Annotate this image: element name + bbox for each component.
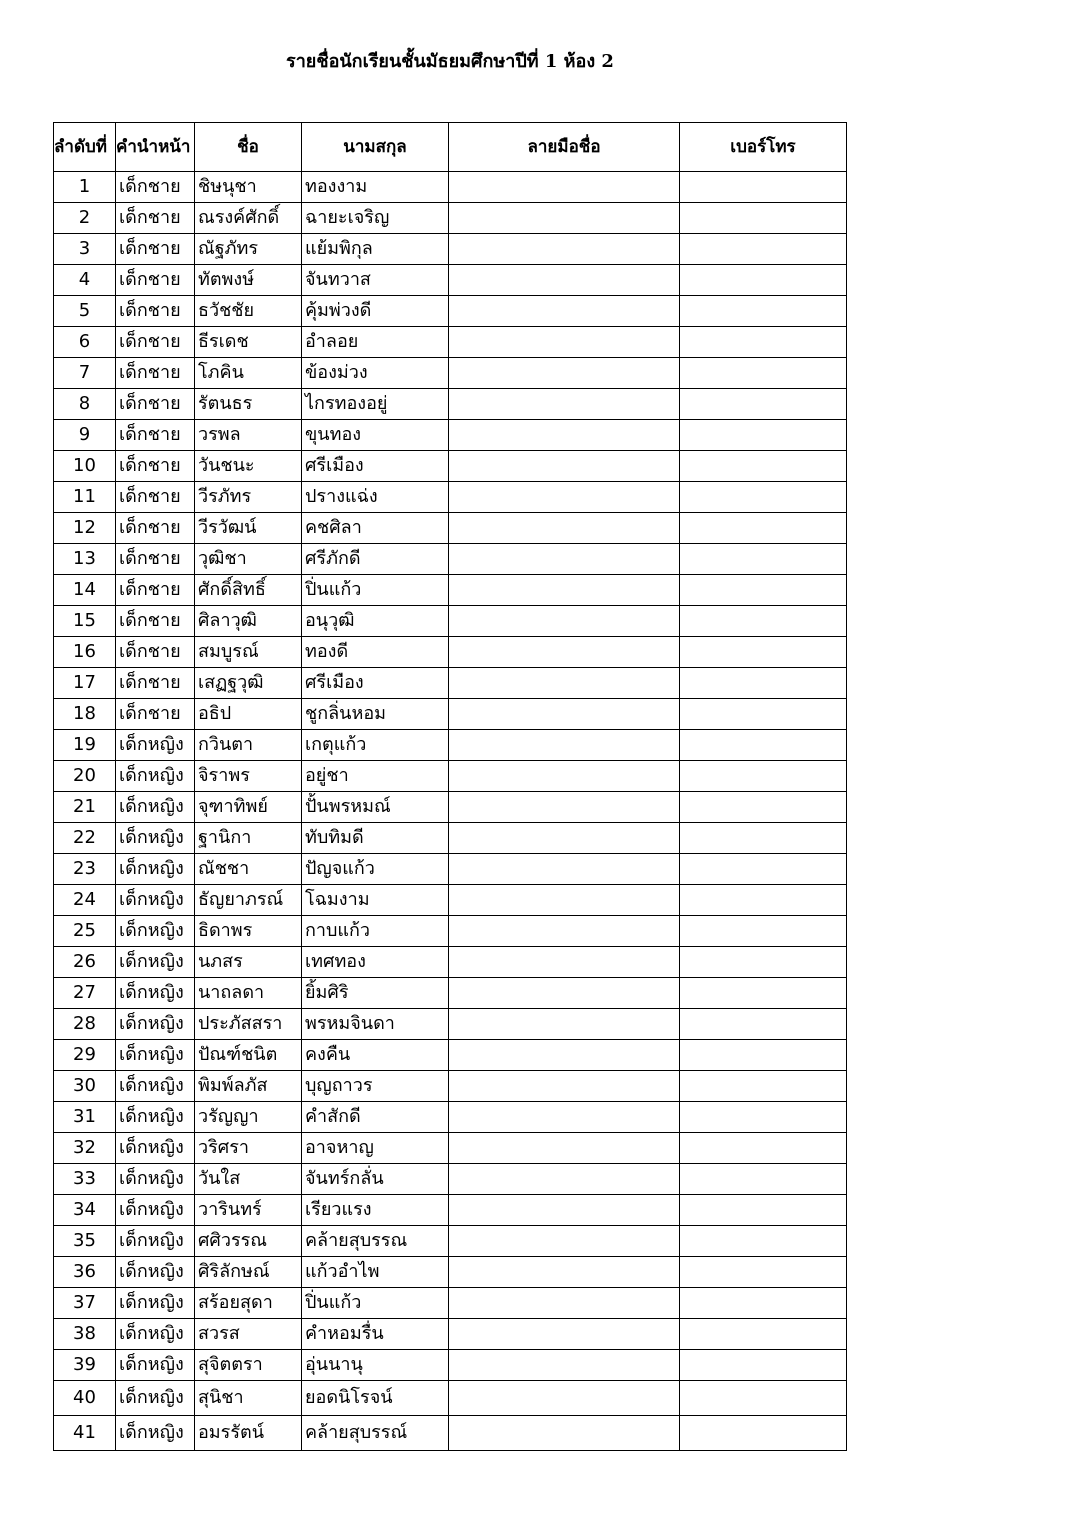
row-first-name: ธวัชชัย xyxy=(195,296,302,327)
row-last-name: ปิ่นแก้ว xyxy=(302,575,449,606)
table-row xyxy=(54,699,847,730)
row-signature-cell xyxy=(449,420,680,451)
row-prefix: เด็กชาย xyxy=(116,296,195,327)
row-last-name: ยอดนิโรจน์ xyxy=(302,1381,449,1416)
row-signature-cell xyxy=(449,172,680,203)
row-signature-cell xyxy=(449,544,680,575)
table-row xyxy=(54,451,847,482)
row-phone-cell xyxy=(680,203,847,234)
row-number: 20 xyxy=(54,761,116,792)
row-number: 29 xyxy=(54,1040,116,1071)
row-phone-cell xyxy=(680,513,847,544)
row-prefix: เด็กหญิง xyxy=(116,1071,195,1102)
row-first-name: วีรวัฒน์ xyxy=(195,513,302,544)
row-first-name: ศศิวรรณ xyxy=(195,1226,302,1257)
header-first-name: ชื่อ xyxy=(195,123,302,172)
page-title: รายชื่อนักเรียนชั้นมัธยมศึกษาปีที่ 1 ห้อง 2 xyxy=(286,51,614,72)
row-number: 24 xyxy=(54,885,116,916)
row-first-name: จุฑาทิพย์ xyxy=(195,792,302,823)
row-signature-cell xyxy=(449,389,680,420)
row-signature-cell xyxy=(449,1226,680,1257)
table-row xyxy=(54,1164,847,1195)
row-first-name: วุฒิชา xyxy=(195,544,302,575)
row-first-name: วารินทร์ xyxy=(195,1195,302,1226)
row-signature-cell xyxy=(449,327,680,358)
row-first-name: สวรส xyxy=(195,1319,302,1350)
row-phone-cell xyxy=(680,1102,847,1133)
row-prefix: เด็กหญิง xyxy=(116,885,195,916)
row-phone-cell xyxy=(680,1381,847,1416)
row-prefix: เด็กหญิง xyxy=(116,1319,195,1350)
row-phone-cell xyxy=(680,1350,847,1381)
row-first-name: ฐานิกา xyxy=(195,823,302,854)
row-signature-cell xyxy=(449,234,680,265)
row-phone-cell xyxy=(680,1257,847,1288)
row-phone-cell xyxy=(680,1288,847,1319)
table-row xyxy=(54,327,847,358)
row-number: 10 xyxy=(54,451,116,482)
row-first-name: ศิลาวุฒิ xyxy=(195,606,302,637)
table-row xyxy=(54,265,847,296)
row-prefix: เด็กหญิง xyxy=(116,1381,195,1416)
table-row xyxy=(54,234,847,265)
row-phone-cell xyxy=(680,916,847,947)
row-signature-cell xyxy=(449,203,680,234)
row-prefix: เด็กหญิง xyxy=(116,1164,195,1195)
row-first-name: โภคิน xyxy=(195,358,302,389)
table-row xyxy=(54,761,847,792)
row-prefix: เด็กหญิง xyxy=(116,1416,195,1451)
table-row xyxy=(54,1350,847,1381)
row-first-name: ทัตพงษ์ xyxy=(195,265,302,296)
row-signature-cell xyxy=(449,668,680,699)
row-first-name: ธิดาพร xyxy=(195,916,302,947)
row-first-name: กวินตา xyxy=(195,730,302,761)
row-signature-cell xyxy=(449,730,680,761)
row-prefix: เด็กหญิง xyxy=(116,1226,195,1257)
row-signature-cell xyxy=(449,823,680,854)
row-prefix: เด็กหญิง xyxy=(116,1102,195,1133)
table-row xyxy=(54,947,847,978)
row-first-name: ธัญยาภรณ์ xyxy=(195,885,302,916)
row-last-name: ชูกลิ่นหอม xyxy=(302,699,449,730)
row-number: 22 xyxy=(54,823,116,854)
row-signature-cell xyxy=(449,1381,680,1416)
row-first-name: วันใส xyxy=(195,1164,302,1195)
row-phone-cell xyxy=(680,885,847,916)
row-number: 38 xyxy=(54,1319,116,1350)
row-first-name: ณัชชา xyxy=(195,854,302,885)
row-number: 35 xyxy=(54,1226,116,1257)
row-prefix: เด็กชาย xyxy=(116,358,195,389)
row-prefix: เด็กชาย xyxy=(116,234,195,265)
row-prefix: เด็กชาย xyxy=(116,482,195,513)
row-prefix: เด็กหญิง xyxy=(116,1257,195,1288)
table-row xyxy=(54,854,847,885)
row-signature-cell xyxy=(449,1133,680,1164)
row-phone-cell xyxy=(680,606,847,637)
row-signature-cell xyxy=(449,699,680,730)
row-signature-cell xyxy=(449,1319,680,1350)
row-phone-cell xyxy=(680,482,847,513)
row-phone-cell xyxy=(680,854,847,885)
row-prefix: เด็กหญิง xyxy=(116,1195,195,1226)
row-prefix: เด็กชาย xyxy=(116,327,195,358)
table-row xyxy=(54,1226,847,1257)
row-last-name: อาจหาญ xyxy=(302,1133,449,1164)
row-number: 36 xyxy=(54,1257,116,1288)
row-last-name: ปั้นพรหมณ์ xyxy=(302,792,449,823)
row-signature-cell xyxy=(449,1195,680,1226)
row-phone-cell xyxy=(680,544,847,575)
table-row xyxy=(54,172,847,203)
table-row xyxy=(54,1102,847,1133)
row-signature-cell xyxy=(449,1071,680,1102)
row-last-name: บุญถาวร xyxy=(302,1071,449,1102)
row-first-name: ประภัสสรา xyxy=(195,1009,302,1040)
table-row xyxy=(54,885,847,916)
row-first-name: อธิป xyxy=(195,699,302,730)
row-signature-cell xyxy=(449,1009,680,1040)
row-prefix: เด็กหญิง xyxy=(116,854,195,885)
row-prefix: เด็กหญิง xyxy=(116,1350,195,1381)
row-first-name: วรัญญา xyxy=(195,1102,302,1133)
row-prefix: เด็กชาย xyxy=(116,389,195,420)
row-phone-cell xyxy=(680,947,847,978)
row-prefix: เด็กชาย xyxy=(116,575,195,606)
row-last-name: กาบแก้ว xyxy=(302,916,449,947)
row-phone-cell xyxy=(680,451,847,482)
row-phone-cell xyxy=(680,699,847,730)
row-first-name: ปัณฑ์ชนิต xyxy=(195,1040,302,1071)
table-row xyxy=(54,1257,847,1288)
table-row xyxy=(54,482,847,513)
row-last-name: อนุวุฒิ xyxy=(302,606,449,637)
table-row xyxy=(54,1195,847,1226)
row-first-name: รัตนธร xyxy=(195,389,302,420)
row-first-name: ชิษนุชา xyxy=(195,172,302,203)
row-phone-cell xyxy=(680,265,847,296)
row-last-name: คชศิลา xyxy=(302,513,449,544)
row-signature-cell xyxy=(449,482,680,513)
row-signature-cell xyxy=(449,1350,680,1381)
header-prefix: คำนำหน้า xyxy=(116,123,195,172)
row-number: 1 xyxy=(54,172,116,203)
table-row xyxy=(54,420,847,451)
row-number: 7 xyxy=(54,358,116,389)
row-phone-cell xyxy=(680,296,847,327)
row-last-name: คล้ายสุบรรณ์ xyxy=(302,1416,449,1451)
table-row xyxy=(54,296,847,327)
row-first-name: สุจิตตรา xyxy=(195,1350,302,1381)
table-row xyxy=(54,1009,847,1040)
row-last-name: คล้ายสุบรรณ xyxy=(302,1226,449,1257)
row-phone-cell xyxy=(680,1040,847,1071)
table-row xyxy=(54,544,847,575)
row-number: 40 xyxy=(54,1381,116,1416)
row-signature-cell xyxy=(449,854,680,885)
row-phone-cell xyxy=(680,1133,847,1164)
row-number: 6 xyxy=(54,327,116,358)
row-prefix: เด็กชาย xyxy=(116,451,195,482)
row-last-name: จันทร์กลั่น xyxy=(302,1164,449,1195)
row-prefix: เด็กหญิง xyxy=(116,730,195,761)
row-number: 8 xyxy=(54,389,116,420)
row-first-name: ศิริลักษณ์ xyxy=(195,1257,302,1288)
row-number: 11 xyxy=(54,482,116,513)
row-phone-cell xyxy=(680,575,847,606)
row-phone-cell xyxy=(680,1009,847,1040)
row-phone-cell xyxy=(680,234,847,265)
row-first-name: วรพล xyxy=(195,420,302,451)
row-first-name: นาถลดา xyxy=(195,978,302,1009)
row-prefix: เด็กหญิง xyxy=(116,947,195,978)
table-row xyxy=(54,1416,847,1451)
row-number: 23 xyxy=(54,854,116,885)
row-signature-cell xyxy=(449,978,680,1009)
row-phone-cell xyxy=(680,668,847,699)
table-row xyxy=(54,358,847,389)
row-signature-cell xyxy=(449,1257,680,1288)
row-first-name: วริศรา xyxy=(195,1133,302,1164)
table-row xyxy=(54,1288,847,1319)
row-prefix: เด็กชาย xyxy=(116,172,195,203)
row-prefix: เด็กหญิง xyxy=(116,1009,195,1040)
row-phone-cell xyxy=(680,389,847,420)
row-signature-cell xyxy=(449,1040,680,1071)
table-row xyxy=(54,1040,847,1071)
row-number: 17 xyxy=(54,668,116,699)
row-first-name: ณัฐภัทร xyxy=(195,234,302,265)
table-row xyxy=(54,823,847,854)
row-number: 2 xyxy=(54,203,116,234)
table-row xyxy=(54,1319,847,1350)
row-number: 28 xyxy=(54,1009,116,1040)
row-first-name: สร้อยสุดา xyxy=(195,1288,302,1319)
row-number: 25 xyxy=(54,916,116,947)
row-prefix: เด็กหญิง xyxy=(116,792,195,823)
header-signature: ลายมือชื่อ xyxy=(449,123,680,172)
row-signature-cell xyxy=(449,916,680,947)
row-last-name: คำหอมรื่น xyxy=(302,1319,449,1350)
row-prefix: เด็กชาย xyxy=(116,637,195,668)
row-last-name: ทองดี xyxy=(302,637,449,668)
row-first-name: พิมพ์ลภัส xyxy=(195,1071,302,1102)
row-last-name: ปิ่นแก้ว xyxy=(302,1288,449,1319)
row-signature-cell xyxy=(449,1164,680,1195)
row-prefix: เด็กชาย xyxy=(116,668,195,699)
row-number: 16 xyxy=(54,637,116,668)
row-number: 5 xyxy=(54,296,116,327)
row-last-name: เรียวแรง xyxy=(302,1195,449,1226)
row-number: 19 xyxy=(54,730,116,761)
row-number: 33 xyxy=(54,1164,116,1195)
row-last-name: คงคืน xyxy=(302,1040,449,1071)
table-row xyxy=(54,389,847,420)
row-signature-cell xyxy=(449,296,680,327)
row-prefix: เด็กชาย xyxy=(116,265,195,296)
table-row xyxy=(54,1133,847,1164)
row-phone-cell xyxy=(680,823,847,854)
row-number: 15 xyxy=(54,606,116,637)
row-phone-cell xyxy=(680,1416,847,1451)
row-prefix: เด็กชาย xyxy=(116,513,195,544)
row-number: 30 xyxy=(54,1071,116,1102)
row-number: 4 xyxy=(54,265,116,296)
table-row xyxy=(54,668,847,699)
row-phone-cell xyxy=(680,1226,847,1257)
row-last-name: ศรีเมือง xyxy=(302,668,449,699)
row-number: 39 xyxy=(54,1350,116,1381)
row-prefix: เด็กหญิง xyxy=(116,978,195,1009)
row-last-name: ทองงาม xyxy=(302,172,449,203)
row-number: 21 xyxy=(54,792,116,823)
row-number: 14 xyxy=(54,575,116,606)
row-phone-cell xyxy=(680,1071,847,1102)
row-phone-cell xyxy=(680,1164,847,1195)
row-number: 41 xyxy=(54,1416,116,1451)
row-last-name: คำสักดี xyxy=(302,1102,449,1133)
row-last-name: คุ้มพ่วงดี xyxy=(302,296,449,327)
row-number: 27 xyxy=(54,978,116,1009)
row-signature-cell xyxy=(449,1102,680,1133)
row-last-name: ปรางแฉ่ง xyxy=(302,482,449,513)
row-last-name: โฉมงาม xyxy=(302,885,449,916)
row-prefix: เด็กหญิง xyxy=(116,1133,195,1164)
row-phone-cell xyxy=(680,792,847,823)
row-signature-cell xyxy=(449,451,680,482)
row-prefix: เด็กหญิง xyxy=(116,1040,195,1071)
row-signature-cell xyxy=(449,265,680,296)
row-last-name: พรหมจินดา xyxy=(302,1009,449,1040)
row-prefix: เด็กชาย xyxy=(116,203,195,234)
row-signature-cell xyxy=(449,513,680,544)
row-first-name: ศักดิ์สิทธิ์ xyxy=(195,575,302,606)
row-number: 13 xyxy=(54,544,116,575)
table-row xyxy=(54,916,847,947)
row-phone-cell xyxy=(680,637,847,668)
roster-body xyxy=(54,172,847,1451)
row-last-name: เทศทอง xyxy=(302,947,449,978)
row-signature-cell xyxy=(449,792,680,823)
row-prefix: เด็กหญิง xyxy=(116,916,195,947)
row-last-name: จันทวาส xyxy=(302,265,449,296)
row-last-name: ศรีภักดี xyxy=(302,544,449,575)
row-prefix: เด็กหญิง xyxy=(116,761,195,792)
table-row xyxy=(54,978,847,1009)
row-prefix: เด็กหญิง xyxy=(116,823,195,854)
row-phone-cell xyxy=(680,420,847,451)
table-row xyxy=(54,606,847,637)
header-phone: เบอร์โทร xyxy=(680,123,847,172)
row-signature-cell xyxy=(449,947,680,978)
row-last-name: อำลอย xyxy=(302,327,449,358)
row-last-name: ปัญจแก้ว xyxy=(302,854,449,885)
row-signature-cell xyxy=(449,575,680,606)
row-first-name: ธีรเดช xyxy=(195,327,302,358)
row-prefix: เด็กชาย xyxy=(116,420,195,451)
row-phone-cell xyxy=(680,1195,847,1226)
row-last-name: ฉายะเจริญ xyxy=(302,203,449,234)
row-first-name: อมรรัตน์ xyxy=(195,1416,302,1451)
table-row xyxy=(54,575,847,606)
row-number: 3 xyxy=(54,234,116,265)
table-header-row xyxy=(54,123,847,172)
table-row xyxy=(54,1381,847,1416)
row-phone-cell xyxy=(680,978,847,1009)
row-first-name: สมบูรณ์ xyxy=(195,637,302,668)
row-last-name: เกตุแก้ว xyxy=(302,730,449,761)
row-prefix: เด็กชาย xyxy=(116,544,195,575)
table-row xyxy=(54,513,847,544)
row-signature-cell xyxy=(449,606,680,637)
row-last-name: ข้องม่วง xyxy=(302,358,449,389)
row-prefix: เด็กชาย xyxy=(116,606,195,637)
row-last-name: ไกรทองอยู่ xyxy=(302,389,449,420)
row-first-name: เสฏฐวุฒิ xyxy=(195,668,302,699)
student-roster-table xyxy=(53,122,847,1451)
row-number: 18 xyxy=(54,699,116,730)
row-last-name: อุ่นนานุ xyxy=(302,1350,449,1381)
row-phone-cell xyxy=(680,730,847,761)
row-phone-cell xyxy=(680,172,847,203)
row-signature-cell xyxy=(449,1288,680,1319)
row-number: 32 xyxy=(54,1133,116,1164)
row-number: 26 xyxy=(54,947,116,978)
row-first-name: วันชนะ xyxy=(195,451,302,482)
table-row xyxy=(54,203,847,234)
row-first-name: สุนิชา xyxy=(195,1381,302,1416)
row-last-name: แก้วอำไพ xyxy=(302,1257,449,1288)
table-row xyxy=(54,730,847,761)
row-last-name: อยู่ชา xyxy=(302,761,449,792)
row-first-name: จิราพร xyxy=(195,761,302,792)
row-prefix: เด็กชาย xyxy=(116,699,195,730)
row-last-name: แย้มพิกุล xyxy=(302,234,449,265)
row-signature-cell xyxy=(449,885,680,916)
row-number: 12 xyxy=(54,513,116,544)
table-row xyxy=(54,792,847,823)
row-last-name: ขุนทอง xyxy=(302,420,449,451)
row-phone-cell xyxy=(680,327,847,358)
header-last-name: นามสกุล xyxy=(302,123,449,172)
row-signature-cell xyxy=(449,358,680,389)
row-phone-cell xyxy=(680,358,847,389)
row-number: 9 xyxy=(54,420,116,451)
row-first-name: วีรภัทร xyxy=(195,482,302,513)
table-row xyxy=(54,1071,847,1102)
row-number: 37 xyxy=(54,1288,116,1319)
row-last-name: ยิ้มศิริ xyxy=(302,978,449,1009)
row-phone-cell xyxy=(680,1319,847,1350)
row-last-name: ทับทิมดี xyxy=(302,823,449,854)
row-signature-cell xyxy=(449,637,680,668)
row-prefix: เด็กหญิง xyxy=(116,1288,195,1319)
row-first-name: นภสร xyxy=(195,947,302,978)
row-last-name: ศรีเมือง xyxy=(302,451,449,482)
row-number: 31 xyxy=(54,1102,116,1133)
row-phone-cell xyxy=(680,761,847,792)
row-signature-cell xyxy=(449,761,680,792)
table-row xyxy=(54,637,847,668)
row-number: 34 xyxy=(54,1195,116,1226)
row-signature-cell xyxy=(449,1416,680,1451)
row-first-name: ณรงค์ศักดิ์ xyxy=(195,203,302,234)
header-no: ลำดับที่ xyxy=(54,123,116,172)
